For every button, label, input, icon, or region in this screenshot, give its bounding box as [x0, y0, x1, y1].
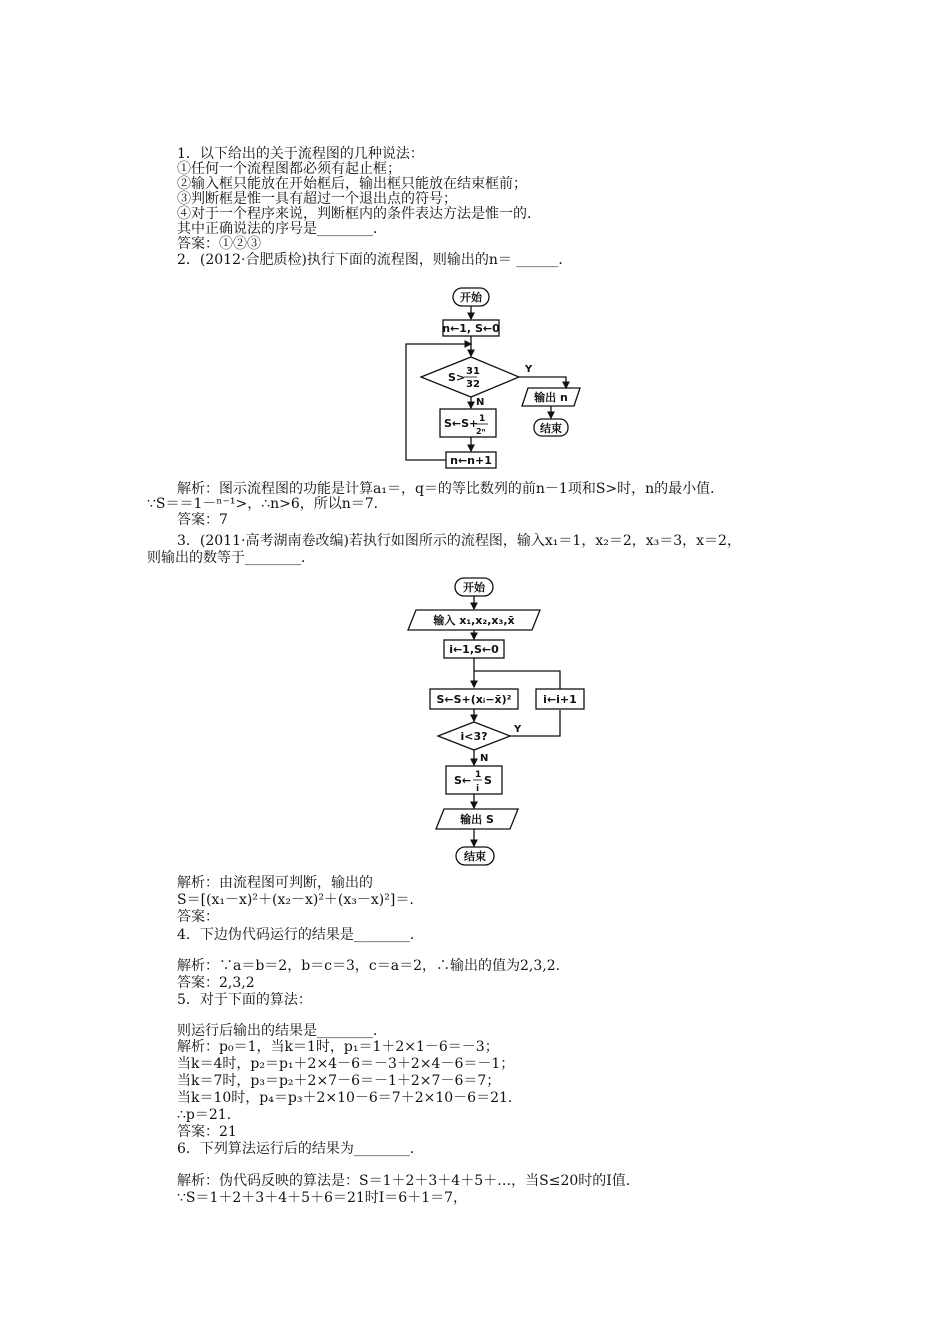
q3-flowchart: [400, 572, 610, 876]
q1-statement-4: ④对于一个程序来说，判断框内的条件表达方法是惟一的．: [177, 206, 541, 222]
q2-assign-den: 2ⁿ: [476, 427, 486, 436]
q5-analysis-1: 解析：p₀＝1，当k＝1时，p₁＝1＋2×1－6＝－3；: [177, 1039, 499, 1055]
q3-analysis-1: 解析：由流程图可判断，输出的: [177, 875, 373, 891]
q5-analysis-2: 当k＝4时，p₂＝p₁＋2×4－6＝－3＋2×4－6＝－1；: [177, 1056, 515, 1072]
q2-init-label: n←1, S←0: [442, 322, 500, 335]
q2-cond-frac-num: 31: [466, 366, 480, 377]
q5-answer: 答案：21: [177, 1124, 237, 1140]
q1-statement-3: ③判断框是惟一具有超过一个退出点的符号；: [177, 191, 457, 207]
q2-cond-label: S>: [448, 371, 466, 384]
q3-title: 3．(2011·高考湖南卷改编)若执行如图所示的流程图，输入x₁＝1，x₂＝2，x₃＝3，x＝2，: [177, 533, 741, 549]
q4-analysis: 解析：∵a＝b＝2，b＝c＝3，c＝a＝2，∴输出的值为2,3,2.: [177, 958, 561, 974]
q2-title: 2．(2012·合肥质检)执行下面的流程图，则输出的n＝ ______．: [177, 252, 573, 268]
q3-output-label: 输出 S: [460, 813, 494, 826]
q4-answer: 答案：2,3,2: [177, 975, 255, 991]
q3-title-2: 则输出的数等于________．: [147, 550, 315, 566]
q2-analysis-1: 解析：图示流程图的功能是计算a₁＝，q＝的等比数列的前n－1项和S>时，n的最小值．: [177, 481, 725, 497]
q3-end-label: 结束: [464, 850, 486, 863]
q5-analysis-4: 当k＝10时，p₄＝p₃＋2×10－6＝7＋2×10－6＝21.: [177, 1090, 513, 1106]
q3-analysis-2: S＝[(x₁－x)²＋(x₂－x)²＋(x₃－x)²]＝.: [177, 892, 414, 908]
q2-assign-num: 1: [479, 414, 486, 424]
q6-analysis-2: ∵S＝1＋2＋3＋4＋5＋6＝21时I＝6＋1＝7，: [177, 1190, 468, 1206]
q6-title: 6．下列算法运行后的结果为________．: [177, 1141, 424, 1157]
q1-statement-2: ②输入框只能放在开始框后，输出框只能放在结束框前；: [177, 176, 527, 192]
q3-incr-label: i←i+1: [543, 693, 577, 706]
q4-title: 4．下边伪代码运行的结果是________．: [177, 927, 424, 943]
q3-div-tail: S: [484, 774, 492, 787]
q2-start-label: 开始: [460, 291, 482, 304]
q1-answer: 答案：①②③: [177, 236, 261, 252]
q2-answer: 答案：7: [177, 512, 228, 528]
q3-no-label: N: [480, 753, 489, 764]
q2-cond-frac-den: 32: [466, 379, 480, 390]
q3-yes-label: Y: [514, 724, 522, 735]
q2-output-label: 输出 n: [534, 391, 568, 404]
q2-no-label: N: [476, 397, 485, 408]
q5-analysis-3: 当k＝7时，p₃＝p₂＋2×7－6＝－1＋2×7－6＝7；: [177, 1073, 501, 1089]
q3-div-num: 1: [475, 770, 482, 780]
q2-assign-label: S←S+: [444, 417, 479, 430]
q5-question: 则运行后输出的结果是________．: [177, 1023, 387, 1039]
q2-flowchart: [400, 284, 590, 478]
q2-analysis-2: ∵S＝＝1－ⁿ⁻¹>，∴n>6，所以n＝7．: [147, 496, 388, 512]
q3-answer: 答案：: [177, 909, 219, 925]
q2-incr-label: n←n+1: [450, 454, 492, 467]
q3-start-label: 开始: [463, 581, 485, 594]
q5-title: 5．对于下面的算法：: [177, 992, 312, 1008]
q2-yes-label: Y: [525, 364, 533, 375]
q5-analysis-5: ∴p＝21.: [177, 1107, 232, 1123]
q1-title: 1．以下给出的关于流程图的几种说法：: [177, 146, 424, 162]
q3-div-den: i: [476, 784, 480, 794]
q2-end-label: 结束: [540, 422, 562, 435]
q3-div-label: S←: [454, 774, 472, 787]
q6-analysis-1: 解析：伪代码反映的算法是：S＝1＋2＋3＋4＋5＋…，当S≤20时的I值．: [177, 1173, 640, 1189]
q3-init-label: i←1,S←0: [449, 643, 499, 656]
q1-statement-1: ①任何一个流程图都必须有起止框；: [177, 161, 401, 177]
q3-cond-label: i<3?: [460, 730, 488, 743]
q3-input-label: 输入 x₁,x₂,x₃,x̄: [433, 614, 515, 627]
q3-assign-label: S←S+(xᵢ−x̄)²: [436, 693, 512, 706]
q1-question: 其中正确说法的序号是________．: [177, 221, 387, 237]
